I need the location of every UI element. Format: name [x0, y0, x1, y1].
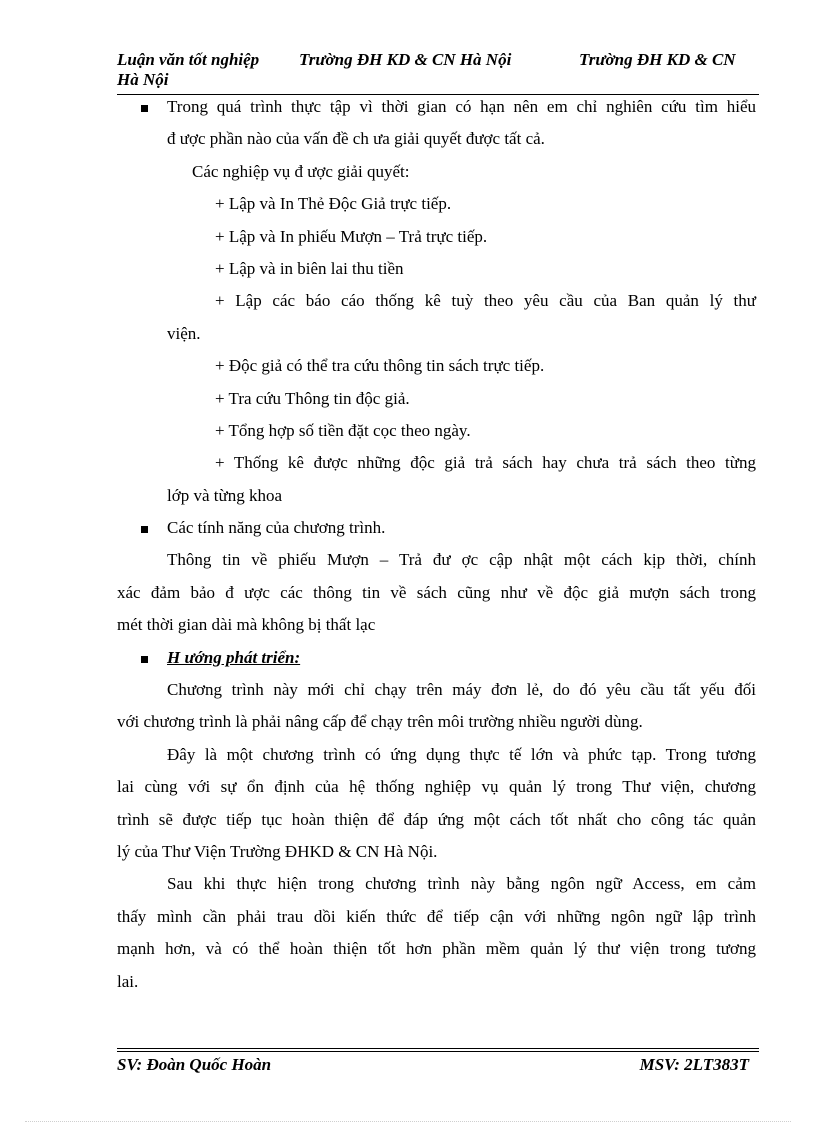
footer-divider: [117, 1048, 759, 1049]
paragraph-line: với chương trình là phải nâng cấp để chạy trên môi trường nhiều người dùng.: [117, 712, 643, 732]
list-item: + Lập và In phiếu Mượn – Trả trực tiếp.: [215, 226, 488, 246]
footer-divider: [117, 1051, 759, 1052]
page-bottom-edge: [25, 1121, 791, 1122]
list-item: + Lập và In Thẻ Độc Giả trực tiếp.: [215, 194, 452, 214]
header-school-name: Trường ĐH KD & CN Hà Nội: [299, 50, 512, 69]
list-item: + Thống kê được những độc giả trả sách hay chưa trả sách theo từng: [215, 453, 756, 473]
footer-student-id: MSV: 2LT383T: [639, 1055, 749, 1074]
paragraph-line: mét thời gian dài mà không bị thất lạc: [117, 615, 376, 635]
paragraph-line: mạnh hơn, và có thể hoàn thiện tốt hơn phần mềm quản lý thư viện trong tương: [117, 939, 756, 959]
bullet-icon: [141, 526, 148, 533]
section-heading-development: H ướng phát triển:: [117, 642, 756, 674]
list-item: + Tra cứu Thông tin độc giả.: [215, 388, 410, 408]
paragraph-line: lai cùng với sự ổn định của hệ thống nghiệp vụ quản lý trong Thư viện, chương: [117, 777, 756, 797]
header-school-name-continued: Hà Nội: [117, 70, 169, 89]
paragraph-line: trình sẽ được tiếp tục hoàn thiện để đáp ứng một cách tốt nhất cho công tác quản: [117, 809, 756, 829]
paragraph-line: Đây là một chương trình có ứng dụng thực tế lớn và phức tạp. Trong tương: [167, 744, 756, 764]
page-body: [117, 91, 756, 998]
page-footer: [117, 1055, 749, 1075]
list-item-continued: lớp và từng khoa: [167, 485, 282, 505]
header-thesis-label: Luận văn tốt nghiệp: [117, 50, 260, 69]
header-school-name-repeat: Trường ĐH KD & CN: [579, 50, 736, 69]
bullet-icon: [141, 656, 148, 663]
paragraph-line: xác đảm bảo đ ược các thông tin về sách cũng như về độc giả mượn sách trong: [117, 582, 756, 602]
paragraph-line: lai.: [117, 971, 139, 991]
list-item: + Lập và in biên lai thu tiền: [215, 258, 404, 278]
paragraph-line: Chương trình này mới chỉ chạy trên máy đơn lẻ, do đó yêu cầu tất yếu đối: [167, 680, 756, 700]
page-header: [117, 50, 759, 90]
paragraph-line: Các nghiệp vụ đ ược giải quyết:: [192, 161, 410, 181]
list-item: + Lập các báo cáo thống kê tuỳ theo yêu cầu của Ban quản lý thư: [215, 291, 756, 311]
bullet-icon: [141, 105, 148, 112]
paragraph-line: lý của Thư Viện Trường ĐHKD & CN Hà Nội.: [117, 841, 438, 861]
paragraph-line: đ ược phần nào của vấn đề ch ưa giải quyết được tất cả.: [167, 129, 545, 149]
paragraph-line: Sau khi thực hiện trong chương trình này bằng ngôn ngữ Access, em cảm: [167, 874, 756, 894]
footer-student-name: SV: Đoàn Quốc Hoàn: [117, 1055, 272, 1074]
bullet-item-features: Các tính năng của chương trình.: [117, 512, 756, 544]
list-item-continued: viện.: [167, 323, 201, 343]
paragraph-line: Trong quá trình thực tập vì thời gian có hạn nên em chỉ nghiên cứu tìm hiểu: [117, 91, 756, 123]
paragraph-line: thấy mình cần phải trau dồi kiến thức để tiếp cận với những ngôn ngữ lập trình: [117, 906, 756, 926]
paragraph-line: Thông tin về phiếu Mượn – Trả đư ợc cập nhật một cách kịp thời, chính: [167, 550, 756, 570]
list-item: + Độc giả có thể tra cứu thông tin sách trực tiếp.: [215, 356, 545, 376]
list-item: + Tổng hợp số tiền đặt cọc theo ngày.: [215, 420, 471, 440]
